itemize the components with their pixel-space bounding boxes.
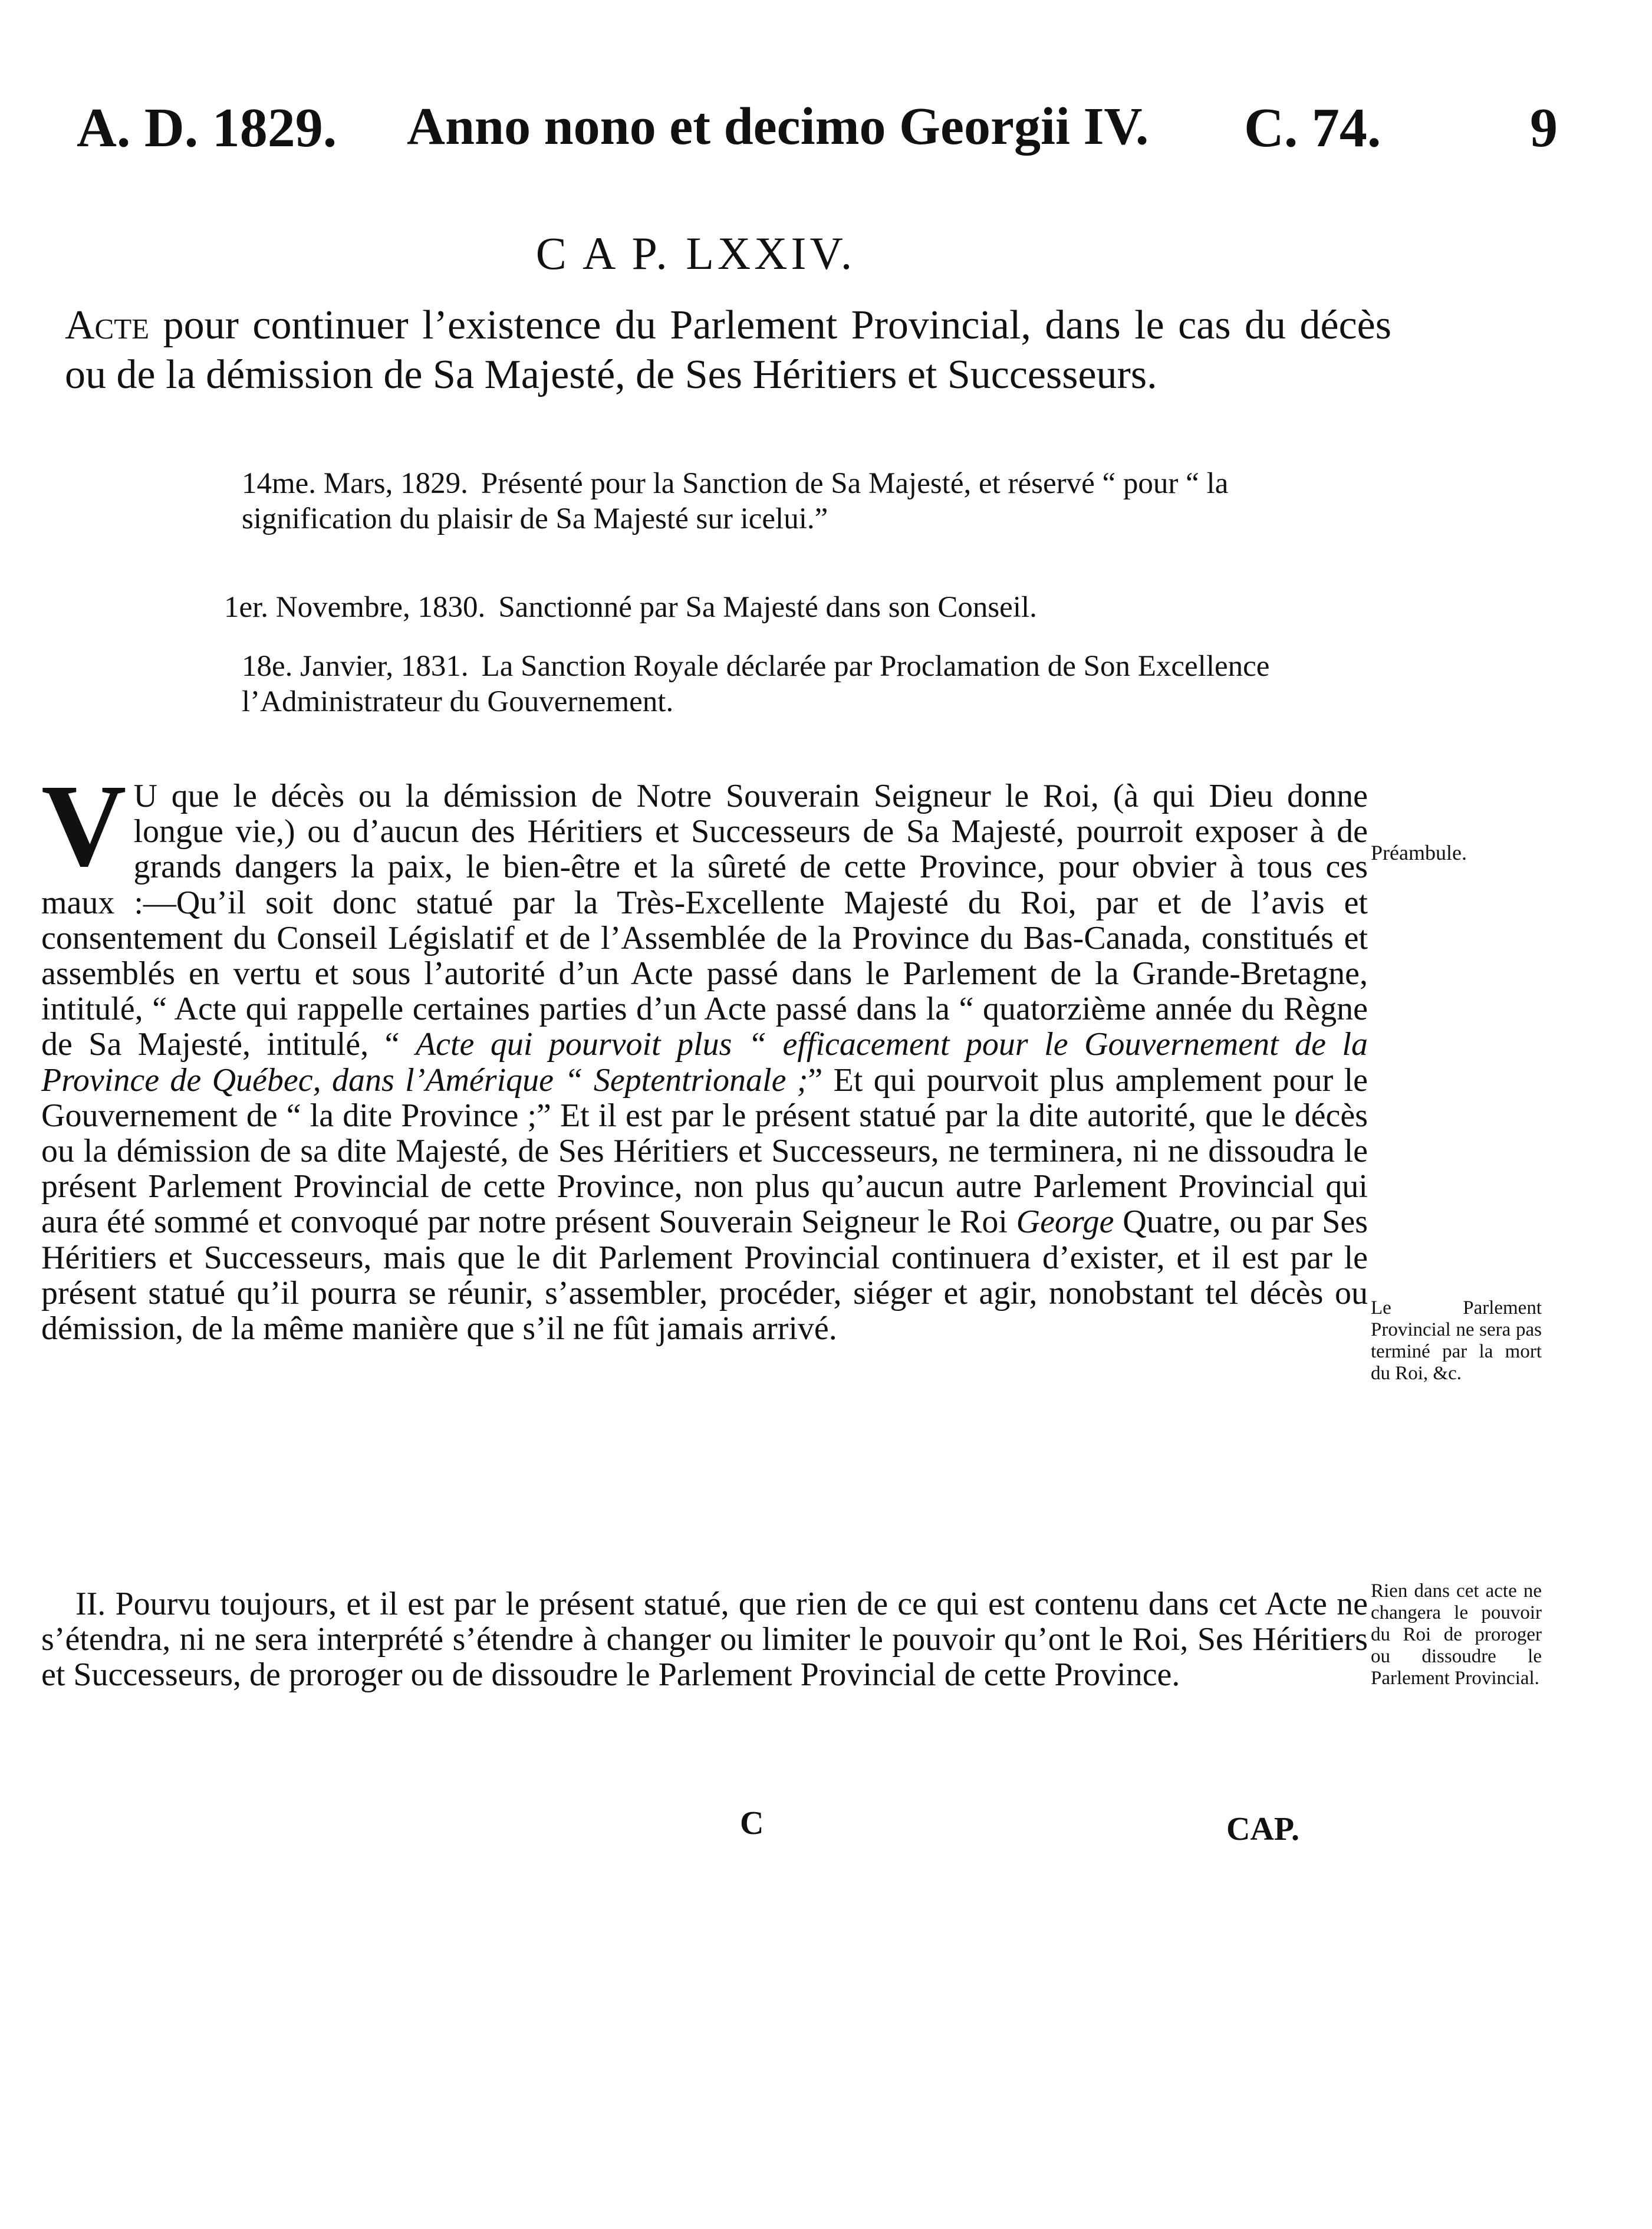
- margin-note-prorogation: Rien dans cet acte ne changera le pouvoir du Roi de proroger ou dissoudre le Parlement Provincial.: [1371, 1580, 1542, 1689]
- header-chapter: C. 74.: [1244, 97, 1381, 159]
- note-proclaimed: [242, 649, 1391, 719]
- section-two-paragraph: [41, 1586, 1368, 1693]
- margin-note-preamble: Préambule.: [1371, 841, 1467, 864]
- preamble-text-1: U que le décès ou la démission de Notre Souverain Seigneur le Roi, (à qui Dieu donne longue vie,) ou d’aucun des Héritiers et Successeurs de Sa Majesté, pourroit exposer à de grands dangers la paix, le bien-être et la sûreté de cette Province, pour obvier à tous ces maux :—Qu’il soit donc statué par la Très-Excellente Majesté du Roi, par et de l’avis et consentement du Conseil Législatif et de l’Assemblée de la Province du Bas-Canada, constitués et assemblés en vertu et sous l’autorité d’un Acte passé dans le Parlement de la Grande-Bretagne, intitulé, “ Acte qui rappelle certaines parties d’un Acte passé dans la “ quatorzième année du Règne de Sa Majesté, intitulé, “: [41, 778, 1368, 1063]
- header-year: A. D. 1829.: [77, 97, 337, 159]
- drop-cap: V: [41, 761, 127, 891]
- page-number: 9: [1530, 97, 1558, 159]
- act-title-text: pour continuer l’existence du Parlement Provincial, dans le cas du décès ou de la démission de Sa Majesté, de Ses Héritiers et Successeurs.: [65, 303, 1391, 397]
- note-date: 1er. Novembre, 1830.: [224, 591, 486, 624]
- note-sanctioned: [224, 590, 1391, 625]
- preamble-text-2: ” Et qui pourvoit plus amplement pour le Gouvernement de “ la dite Province ;” Et il est par le présent statué par la dite autorité, que le décès ou la démission de sa dite Majesté, de Ses Héritiers et Successeurs, ne terminera, ni ne dissoudra le présent Parlement Provincial de cette Province, non plus qu’aucun autre Parlement Provincial qui aura été sommé et convoqué par notre présent Souverain Seigneur le Roi: [41, 1061, 1368, 1241]
- margin-note-parliament: Le Parlement Provincial ne sera pas terminé par la mort du Roi, &c.: [1371, 1297, 1542, 1384]
- preamble-italic-title: Acte qui pourvoit plus “ efficacement pour le Gouvernement de la Province de Québec, dans l’Amérique “ Septentrionale ;: [41, 1026, 1368, 1099]
- catchword: CAP.: [1226, 1811, 1299, 1847]
- chapter-heading: C A P. LXXIV.: [535, 228, 856, 279]
- act-title: [65, 301, 1391, 400]
- note-text: Sanctionné par Sa Majesté dans son Conseil.: [498, 591, 1037, 624]
- note-text: Présenté pour la Sanction de Sa Majesté, et réservé “ pour “ la signification du plaisir de Sa Majesté sur icelui.”: [242, 467, 1229, 535]
- preamble-paragraph: [41, 761, 1368, 1347]
- preamble-italic-name: George: [1016, 1204, 1114, 1241]
- note-presented: [242, 466, 1386, 537]
- header-reign: Anno nono et decimo Georgii IV.: [407, 97, 1149, 156]
- section-two-text: II. Pourvu toujours, et il est par le présent statué, que rien de ce qui est contenu dans cet Acte ne s’étendra, ni ne sera interprété s’étendre à changer ou limiter le pouvoir qu’ont le Roi, Ses Héritiers et Successeurs, de proroger ou de dissoudre le Parlement Provincial de cette Province.: [41, 1586, 1368, 1694]
- act-title-lead: Acte: [65, 303, 150, 348]
- note-date: 18e. Janvier, 1831.: [242, 650, 469, 683]
- preamble-text-3: Quatre, ou par Ses Héritiers et Successeurs, mais que le dit Parlement Provincial continuera d’exister, et il est par le présent statué qu’il pourra se réunir, s’assembler, procéder, siéger et agir, nonobstant tel décès ou démission, de la même manière que s’il ne fût jamais arrivé.: [41, 1204, 1368, 1347]
- note-text: La Sanction Royale déclarée par Proclamation de Son Excellence l’Administrateur du Gouvernement.: [242, 650, 1270, 718]
- signature-mark: C: [740, 1805, 764, 1842]
- note-date: 14me. Mars, 1829.: [242, 467, 468, 500]
